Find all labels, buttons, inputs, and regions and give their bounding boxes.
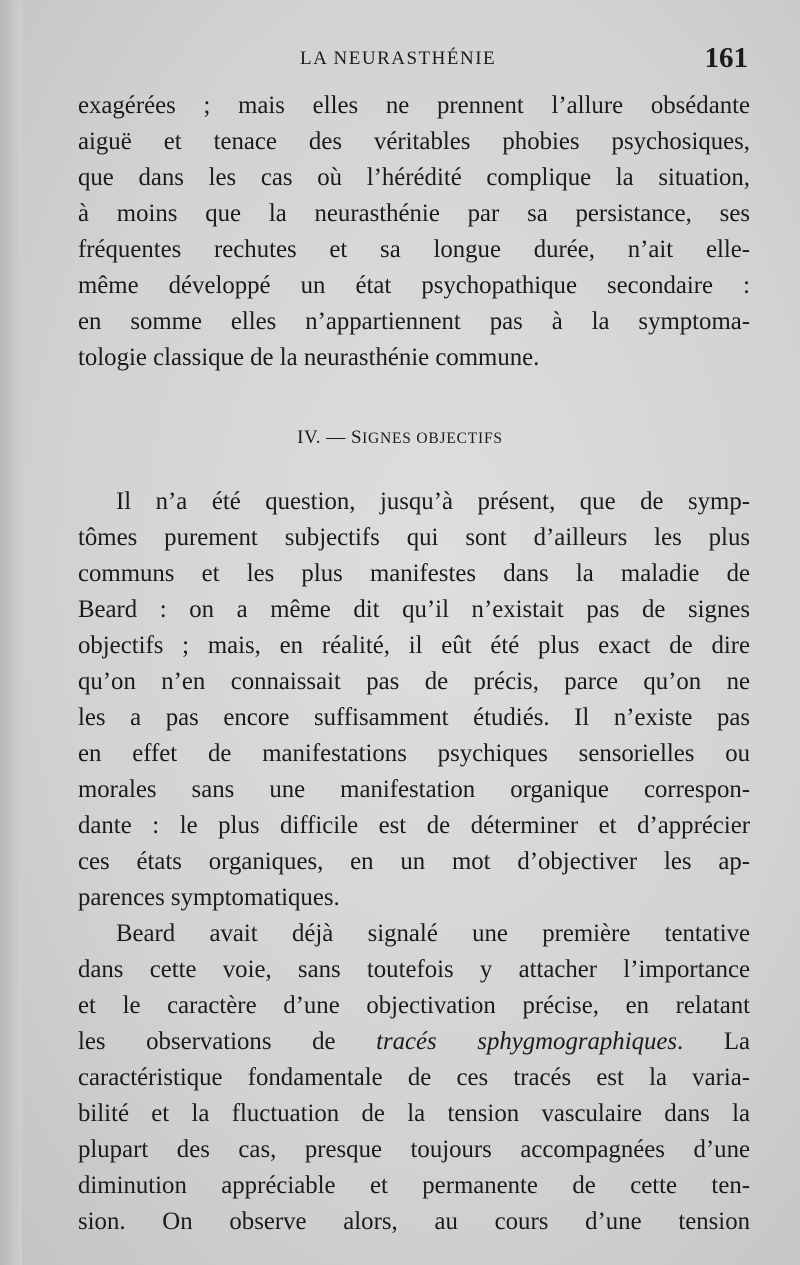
text-line: que dans les cas où l’hérédité complique la situation,	[78, 164, 750, 191]
text-line: morales sans une manifestation organique correspon-	[78, 776, 750, 803]
text-line: tologie classique de la neurasthénie commune.	[78, 344, 540, 371]
text-segment: les observations de	[78, 1028, 377, 1055]
paragraph-top	[78, 88, 750, 376]
text-line: les a pas encore suffisamment étudiés. Il n’existe pas	[78, 704, 750, 731]
text-line: plupart des cas, presque toujours accompagnées d’une	[78, 1136, 750, 1163]
text-line: même développé un état psychopathique secondaire :	[78, 272, 750, 299]
section-title-initial: S	[351, 427, 363, 448]
text-line: à moins que la neurasthénie par sa persistance, ses	[78, 200, 750, 227]
text-line: Il n’a été question, jusqu’à présent, que de symp-	[116, 488, 750, 515]
section-numeral: IV. —	[297, 427, 346, 448]
text-line: qu’on n’en connaissait pas de précis, parce qu’on ne	[78, 668, 750, 695]
paragraph-bottom	[78, 916, 750, 1240]
section-title-rest: IGNES OBJECTIFS	[362, 430, 503, 447]
text-line: en somme elles n’appartiennent pas à la symptoma-	[78, 308, 750, 335]
text-line: tômes purement subjectifs qui sont d’ailleurs les plus	[78, 524, 750, 551]
text-line: Beard avait déjà signalé une première tentative	[116, 920, 750, 947]
text-line: bilité et la fluctuation de la tension vasculaire dans la	[78, 1100, 750, 1127]
text-line: sion. On observe alors, au cours d’une tension	[78, 1208, 750, 1235]
page-number: 161	[704, 42, 748, 74]
page-gutter-shadow	[0, 0, 22, 1265]
text-line: en effet de manifestations psychiques sensorielles ou	[78, 740, 750, 767]
text-line: exagérées ; mais elles ne prennent l’allure obsédante	[78, 92, 750, 119]
running-title: LA NEURASTHÉNIE	[300, 48, 497, 69]
text-line: caractéristique fondamentale de ces tracés est la varia-	[78, 1064, 750, 1091]
text-line: communs et les plus manifestes dans la maladie de	[78, 560, 750, 587]
page-header	[78, 42, 748, 78]
text-line: dans cette voie, sans toutefois y attacher l’importance	[78, 956, 750, 983]
section-heading	[0, 427, 800, 449]
text-line: aiguë et tenace des véritables phobies psychosiques,	[78, 128, 750, 155]
text-line: ces états organiques, en un mot d’objectiver les ap-	[78, 848, 750, 875]
text-segment: . La	[677, 1028, 750, 1055]
text-line: parences symptomatiques.	[78, 884, 340, 911]
text-line-with-italic	[78, 1024, 750, 1060]
italic-term: tracés sphygmographiques	[376, 1028, 678, 1055]
text-line: fréquentes rechutes et sa longue durée, n’ait elle-	[78, 236, 750, 263]
text-line: objectifs ; mais, en réalité, il eût été plus exact de dire	[78, 632, 750, 659]
text-line: dante : le plus difficile est de déterminer et d’apprécier	[78, 812, 750, 839]
paragraph-middle	[78, 484, 750, 916]
text-line: Beard : on a même dit qu’il n’existait pas de signes	[78, 596, 750, 623]
text-line: diminution appréciable et permanente de cette ten-	[78, 1172, 750, 1199]
text-line: et le caractère d’une objectivation précise, en relatant	[78, 992, 750, 1019]
